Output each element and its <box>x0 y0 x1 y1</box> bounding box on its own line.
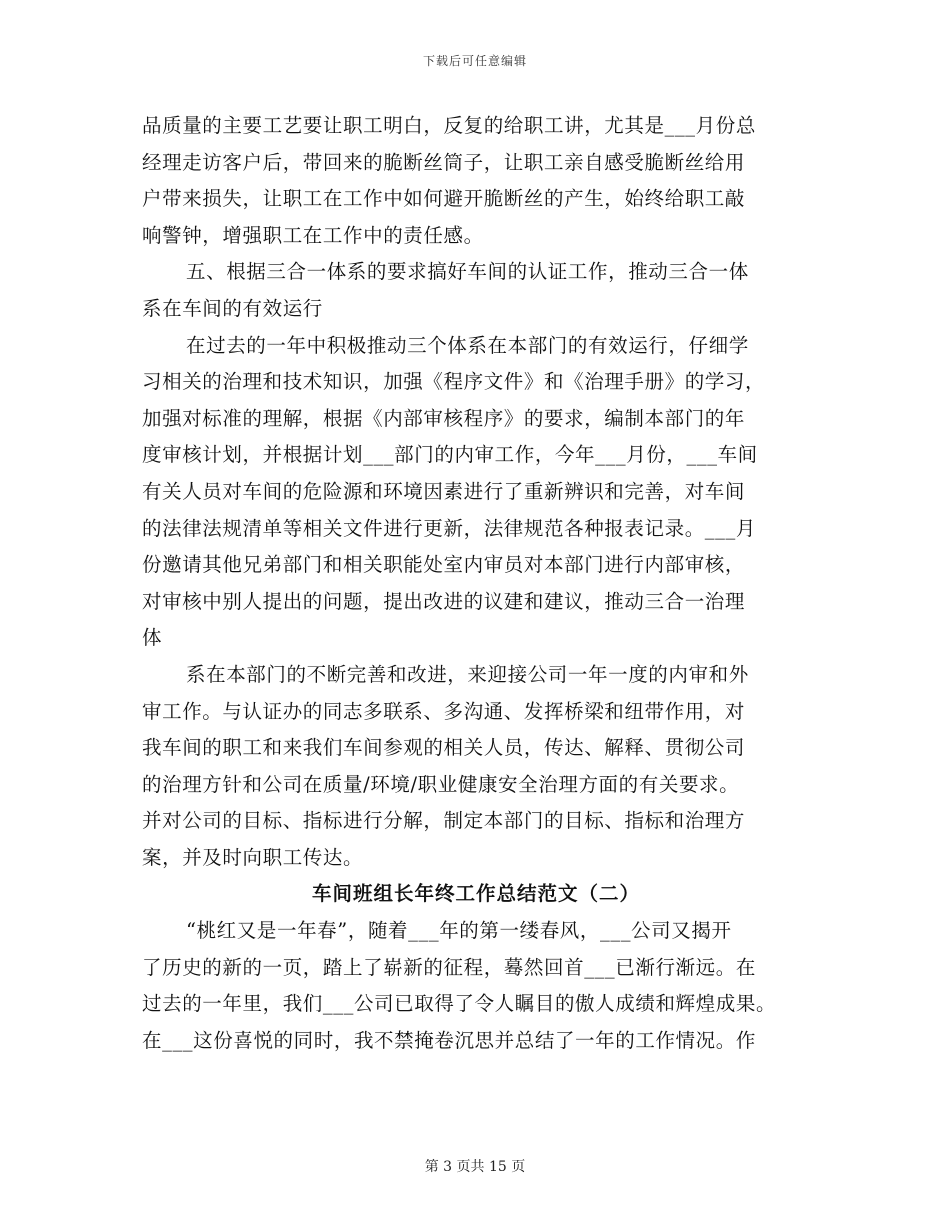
text-line: 度审核计划，并根据计划___部门的内审工作，今年___月份，___车间 <box>142 443 758 467</box>
text-line: 有关人员对车间的危险源和环境因素进行了重新辨识和完善，对车间 <box>142 479 746 503</box>
text-line: 响警钟，增强职工在工作中的责任感。 <box>142 223 484 247</box>
text-line: 并对公司的目标、指标进行分解，制定本部门的目标、指标和治理方 <box>142 809 746 833</box>
text-line: 五、根据三合一体系的要求搞好车间的认证工作，推动三合一体 <box>186 260 749 284</box>
text-line: 了历史的新的一页，踏上了崭新的征程，蓦然回首___已渐行渐远。在 <box>142 955 756 979</box>
section-paragraphs <box>142 913 810 1059</box>
text-line: 在___这份喜悦的同时，我不禁掩卷沉思并总结了一年的工作情况。作 <box>142 1028 756 1052</box>
document-body <box>142 108 810 1059</box>
text-line: 在过去的一年中积极推动三个体系在本部门的有效运行，仔细学 <box>186 333 749 357</box>
text-line: 户带来损失，让职工在工作中如何避开脆断丝的产生，始终给职工敲 <box>142 187 746 211</box>
text-line: 过去的一年里，我们___公司已取得了令人瞩目的傲人成绩和辉煌成果。 <box>142 992 777 1016</box>
text-line: 的治理方针和公司在质量/环境/职业健康安全治理方面的有关要求。 <box>142 772 740 796</box>
text-line: 份邀请其他兄弟部门和相关职能处室内审员对本部门进行内部审核， <box>142 553 746 577</box>
text-line: 加强对标准的理解，根据《内部审核程序》的要求，编制本部门的年 <box>142 406 746 430</box>
text-line: 体 <box>142 626 163 650</box>
text-line: 系在车间的有效运行 <box>142 296 323 320</box>
text-line: 对审核中别人提出的问题，提出改进的议建和建议，推动三合一治理 <box>142 589 746 613</box>
page-header: 下载后可任意编辑 <box>422 54 527 68</box>
body-paragraphs <box>142 108 810 876</box>
page-footer: 第 3 页共 15 页 <box>424 1159 526 1175</box>
text-line: 经理走访客户后，带回来的脆断丝筒子，让职工亲自感受脆断丝给用 <box>142 150 746 174</box>
text-line: “桃红又是一年春”，随着___年的第一缕春风，___公司又揭开 <box>186 919 732 943</box>
text-line: 审工作。与认证办的同志多联系、多沟通、发挥桥梁和纽带作用，对 <box>142 699 746 723</box>
section-title: 车间班组长年终工作总结范文（二） <box>311 882 640 906</box>
text-line: 习相关的治理和技术知识，加强《程序文件》和《治理手册》的学习， <box>142 370 766 394</box>
text-line: 案，并及时向职工传达。 <box>142 845 364 869</box>
text-line: 我车间的职工和来我们车间参观的相关人员，传达、解释、贯彻公司 <box>142 736 746 760</box>
text-line: 系在本部门的不断完善和改进，来迎接公司一年一度的内审和外 <box>186 662 749 686</box>
text-line: 的法律法规清单等相关文件进行更新，法律规范各种报表记录。___月 <box>142 516 756 540</box>
text-line: 品质量的主要工艺要让职工明白，反复的给职工讲，尤其是___月份总 <box>142 114 756 137</box>
